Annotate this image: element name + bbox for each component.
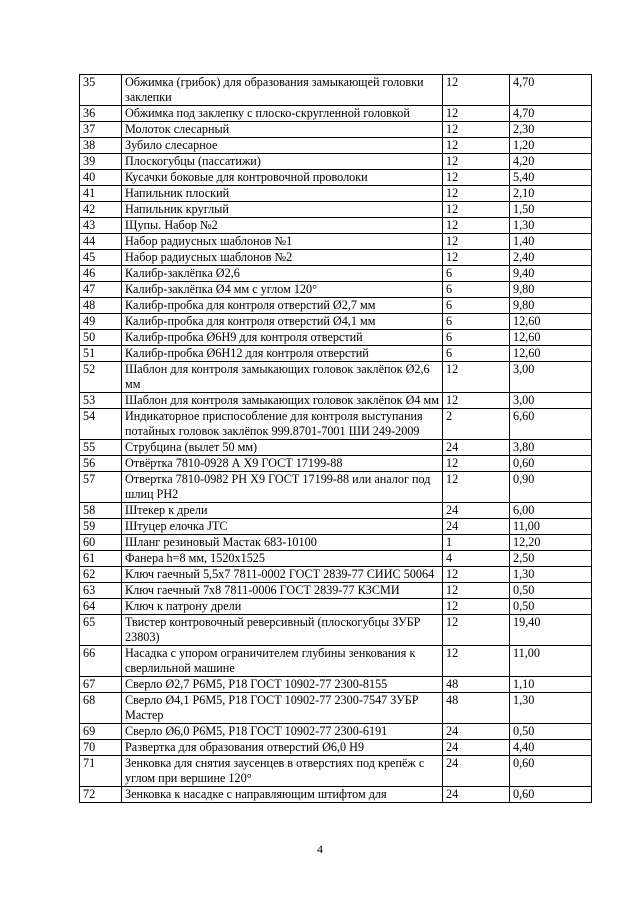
price-cell: 1,20 [510,138,592,154]
tool-name-cell: Развертка для образования отверстий Ø6,0 Н9 [122,740,443,756]
quantity-cell: 12 [443,456,510,472]
tool-name-cell: Зубило слесарное [122,138,443,154]
quantity-cell: 12 [443,106,510,122]
row-number-cell: 37 [80,122,122,138]
tool-name-cell: Сверло Ø2,7 Р6М5, Р18 ГОСТ 10902-77 2300-8155 [122,677,443,693]
tool-name-cell: Штекер к дрели [122,503,443,519]
price-cell: 0,60 [510,787,592,803]
tool-name-cell: Индикаторное приспособление для контроля выступания потайных головок заклёпок 999.8701-7001 ШИ 249-2009 [122,409,443,440]
table-row [80,330,592,346]
table-row [80,646,592,677]
tool-name-cell: Сверло Ø6,0 Р6М5, Р18 ГОСТ 10902-77 2300-6191 [122,724,443,740]
row-number-cell: 45 [80,250,122,266]
tool-name-cell: Штуцер елочка JTC [122,519,443,535]
row-number-cell: 57 [80,472,122,503]
price-cell: 4,20 [510,154,592,170]
page-number: 4 [317,842,323,856]
table-row [80,787,592,803]
quantity-cell: 6 [443,266,510,282]
quantity-cell: 48 [443,677,510,693]
price-cell: 11,00 [510,646,592,677]
tool-name-cell: Насадка с упором ограничителем глубины зенкования к сверлильной машине [122,646,443,677]
tools-table-body [80,75,592,803]
table-row [80,503,592,519]
table-row [80,740,592,756]
tool-name-cell: Ключ гаечный 7х8 7811-0006 ГОСТ 2839-77 КЗСМИ [122,583,443,599]
tool-name-cell: Калибр-пробка Ø6Н9 для контроля отверстий [122,330,443,346]
quantity-cell: 12 [443,186,510,202]
tool-name-cell: Набор радиусных шаблонов №2 [122,250,443,266]
table-row [80,472,592,503]
quantity-cell: 24 [443,756,510,787]
quantity-cell: 24 [443,787,510,803]
tool-name-cell: Обжимка под заклепку с плоско-скругленной головкой [122,106,443,122]
tool-name-cell: Молоток слесарный [122,122,443,138]
row-number-cell: 39 [80,154,122,170]
row-number-cell: 43 [80,218,122,234]
quantity-cell: 12 [443,75,510,106]
quantity-cell: 12 [443,583,510,599]
tool-name-cell: Напильник плоский [122,186,443,202]
table-row [80,615,592,646]
row-number-cell: 35 [80,75,122,106]
quantity-cell: 12 [443,615,510,646]
quantity-cell: 6 [443,330,510,346]
table-row [80,202,592,218]
price-cell: 6,60 [510,409,592,440]
quantity-cell: 12 [443,154,510,170]
price-cell: 0,90 [510,472,592,503]
price-cell: 5,40 [510,170,592,186]
tool-name-cell: Твистер контровочный реверсивный (плоскогубцы ЗУБР 23803) [122,615,443,646]
table-row [80,266,592,282]
row-number-cell: 56 [80,456,122,472]
quantity-cell: 24 [443,440,510,456]
price-cell: 12,60 [510,346,592,362]
table-row [80,314,592,330]
table-row [80,440,592,456]
tools-table [79,74,592,803]
table-row [80,170,592,186]
quantity-cell: 4 [443,551,510,567]
tool-name-cell: Калибр-пробка Ø6Н12 для контроля отверстий [122,346,443,362]
quantity-cell: 12 [443,393,510,409]
quantity-cell: 24 [443,724,510,740]
table-row [80,409,592,440]
quantity-cell: 24 [443,519,510,535]
tool-name-cell: Шаблон для контроля замыкающих головок заклёпок Ø4 мм [122,393,443,409]
row-number-cell: 63 [80,583,122,599]
price-cell: 9,80 [510,282,592,298]
table-row [80,724,592,740]
quantity-cell: 1 [443,535,510,551]
table-row [80,583,592,599]
tool-name-cell: Струбцина (вылет 50 мм) [122,440,443,456]
table-row [80,122,592,138]
price-cell: 9,80 [510,298,592,314]
quantity-cell: 12 [443,250,510,266]
price-cell: 19,40 [510,615,592,646]
price-cell: 1,30 [510,218,592,234]
tool-name-cell: Кусачки боковые для контровочной проволоки [122,170,443,186]
tool-name-cell: Зенковка к насадке с направляющим штифтом для [122,787,443,803]
price-cell: 1,50 [510,202,592,218]
row-number-cell: 38 [80,138,122,154]
row-number-cell: 58 [80,503,122,519]
tool-name-cell: Шаблон для контроля замыкающих головок заклёпок Ø2,6 мм [122,362,443,393]
tool-name-cell: Обжимка (грибок) для образования замыкающей головки заклепки [122,75,443,106]
row-number-cell: 49 [80,314,122,330]
price-cell: 2,10 [510,186,592,202]
quantity-cell: 48 [443,693,510,724]
row-number-cell: 62 [80,567,122,583]
tool-name-cell: Плоскогубцы (пассатижи) [122,154,443,170]
price-cell: 12,60 [510,314,592,330]
price-cell: 3,80 [510,440,592,456]
table-row [80,346,592,362]
tool-name-cell: Сверло Ø4,1 Р6М5, Р18 ГОСТ 10902-77 2300-7547 ЗУБР Мастер [122,693,443,724]
table-row [80,154,592,170]
quantity-cell: 2 [443,409,510,440]
row-number-cell: 68 [80,693,122,724]
tool-name-cell: Отвёртка 7810-0928 А Х9 ГОСТ 17199-88 [122,456,443,472]
row-number-cell: 46 [80,266,122,282]
row-number-cell: 66 [80,646,122,677]
row-number-cell: 50 [80,330,122,346]
tool-name-cell: Набор радиусных шаблонов №1 [122,234,443,250]
quantity-cell: 24 [443,740,510,756]
table-row [80,519,592,535]
tool-name-cell: Ключ гаечный 5,5х7 7811-0002 ГОСТ 2839-77 СИИС 50064 [122,567,443,583]
price-cell: 3,00 [510,362,592,393]
row-number-cell: 60 [80,535,122,551]
quantity-cell: 6 [443,282,510,298]
table-row [80,693,592,724]
table-row [80,456,592,472]
table-row [80,535,592,551]
row-number-cell: 54 [80,409,122,440]
table-row [80,186,592,202]
price-cell: 4,70 [510,75,592,106]
quantity-cell: 12 [443,138,510,154]
row-number-cell: 47 [80,282,122,298]
row-number-cell: 36 [80,106,122,122]
price-cell: 1,10 [510,677,592,693]
table-row [80,138,592,154]
tool-name-cell: Калибр-пробка для контроля отверстий Ø4,1 мм [122,314,443,330]
row-number-cell: 40 [80,170,122,186]
price-cell: 0,50 [510,599,592,615]
quantity-cell: 12 [443,599,510,615]
tool-name-cell: Отвертка 7810-0982 PH X9 ГОСТ 17199-88 или аналог под шлиц PH2 [122,472,443,503]
tool-name-cell: Фанера h=8 мм, 1520х1525 [122,551,443,567]
tool-name-cell: Ключ к патрону дрели [122,599,443,615]
row-number-cell: 53 [80,393,122,409]
tool-name-cell: Напильник круглый [122,202,443,218]
row-number-cell: 59 [80,519,122,535]
row-number-cell: 69 [80,724,122,740]
table-row [80,551,592,567]
table-row [80,677,592,693]
row-number-cell: 72 [80,787,122,803]
row-number-cell: 71 [80,756,122,787]
price-cell: 0,60 [510,756,592,787]
quantity-cell: 24 [443,503,510,519]
row-number-cell: 51 [80,346,122,362]
price-cell: 2,50 [510,551,592,567]
row-number-cell: 42 [80,202,122,218]
row-number-cell: 44 [80,234,122,250]
quantity-cell: 12 [443,646,510,677]
table-row [80,756,592,787]
tool-name-cell: Калибр-заклёпка Ø4 мм с углом 120° [122,282,443,298]
row-number-cell: 64 [80,599,122,615]
quantity-cell: 6 [443,314,510,330]
price-cell: 11,00 [510,519,592,535]
quantity-cell: 6 [443,346,510,362]
price-cell: 12,20 [510,535,592,551]
price-cell: 0,60 [510,456,592,472]
row-number-cell: 67 [80,677,122,693]
tool-name-cell: Калибр-пробка для контроля отверстий Ø2,7 мм [122,298,443,314]
table-row [80,75,592,106]
quantity-cell: 12 [443,472,510,503]
row-number-cell: 61 [80,551,122,567]
table-row [80,599,592,615]
table-row [80,567,592,583]
table-row [80,282,592,298]
table-row [80,298,592,314]
tool-name-cell: Шланг резиновый Мастак 683-10100 [122,535,443,551]
price-cell: 4,40 [510,740,592,756]
price-cell: 12,60 [510,330,592,346]
table-row [80,106,592,122]
tool-name-cell: Щупы. Набор №2 [122,218,443,234]
row-number-cell: 65 [80,615,122,646]
quantity-cell: 12 [443,170,510,186]
row-number-cell: 52 [80,362,122,393]
row-number-cell: 41 [80,186,122,202]
table-row [80,393,592,409]
price-cell: 0,50 [510,724,592,740]
price-cell: 1,30 [510,567,592,583]
price-cell: 3,00 [510,393,592,409]
tool-name-cell: Калибр-заклёпка Ø2,6 [122,266,443,282]
price-cell: 1,30 [510,693,592,724]
table-row [80,218,592,234]
price-cell: 6,00 [510,503,592,519]
row-number-cell: 70 [80,740,122,756]
price-cell: 0,50 [510,583,592,599]
price-cell: 4,70 [510,106,592,122]
row-number-cell: 48 [80,298,122,314]
price-cell: 9,40 [510,266,592,282]
price-cell: 2,40 [510,250,592,266]
price-cell: 1,40 [510,234,592,250]
row-number-cell: 55 [80,440,122,456]
table-row [80,362,592,393]
quantity-cell: 6 [443,298,510,314]
quantity-cell: 12 [443,567,510,583]
table-row [80,250,592,266]
quantity-cell: 12 [443,218,510,234]
quantity-cell: 12 [443,122,510,138]
price-cell: 2,30 [510,122,592,138]
quantity-cell: 12 [443,234,510,250]
table-row [80,234,592,250]
tool-name-cell: Зенковка для снятия заусенцев в отверстиях под крепёж с углом при вершине 120° [122,756,443,787]
quantity-cell: 12 [443,202,510,218]
quantity-cell: 12 [443,362,510,393]
